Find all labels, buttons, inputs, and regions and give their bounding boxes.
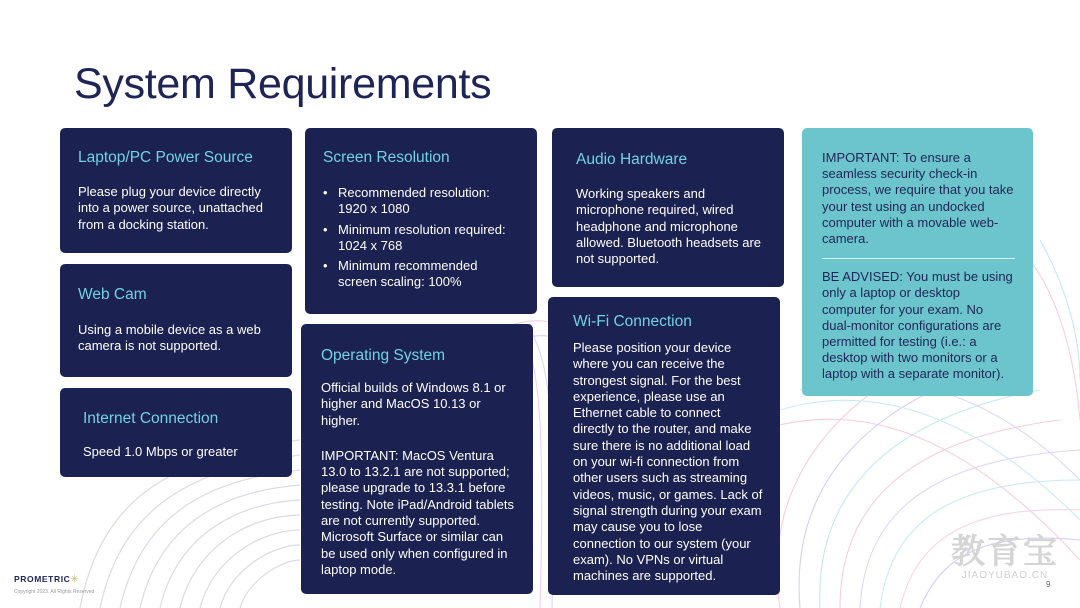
- list-item-text: Minimum recommended screen scaling: 100%: [338, 258, 478, 290]
- prometric-logo: [14, 574, 79, 585]
- card-web-cam: [60, 264, 292, 377]
- bullet-icon: •: [323, 221, 328, 237]
- bullet-icon: •: [323, 185, 328, 200]
- card-body: Using a mobile device as a web camera is not supported.: [78, 322, 261, 354]
- resolution-list: [323, 185, 519, 291]
- page-number: 9: [1046, 580, 1051, 589]
- card-body-important: IMPORTANT: MacOS Ventura 13.0 to 13.2.1 are not supported; please upgrade to 13.3.1 before testing. Note iPad/Android tablets are not currently supported. Microsoft Surface or similar can be used only when configured in laptop mode.: [321, 447, 514, 577]
- card-body: Official builds of Windows 8.1 or higher and MacOS 10.13 or higher.: [321, 380, 506, 428]
- card-body: Please plug your device directly into a power source, unattached from a docking station.: [78, 184, 264, 232]
- list-item-text: Minimum resolution required: 1024 x 768: [338, 221, 506, 253]
- divider: [822, 258, 1015, 259]
- card-heading: Wi-Fi Connection: [573, 313, 692, 330]
- card-internet-connection: [60, 388, 292, 477]
- bullet-icon: •: [323, 258, 328, 274]
- important-notice: [822, 150, 1015, 247]
- card-wifi-connection: [548, 297, 780, 595]
- card-body: Speed 1.0 Mbps or greater: [83, 444, 238, 459]
- list-item-text: Recommended resolution: 1920 x 1080: [338, 185, 490, 217]
- card-heading: Laptop/PC Power Source: [78, 149, 253, 166]
- card-audio-hardware: [552, 128, 784, 287]
- card-heading: Web Cam: [78, 286, 147, 303]
- important-label: IMPORTANT:: [822, 150, 900, 165]
- advised-text: You must be using only a laptop or desktop computer for your exam. No dual-monitor configurations are permitted for testing (i.e.: a desktop with two monitors or a laptop with a separate monitor).: [822, 269, 1013, 382]
- list-item: [323, 185, 519, 218]
- advised-notice: [822, 269, 1015, 382]
- card-heading: Operating System: [321, 347, 446, 364]
- logo-star-icon: ✳: [70, 574, 80, 585]
- logo-text: PROMETRIC: [14, 574, 71, 584]
- copyright-text: Copyright 2023. All Rights Reserved: [14, 589, 95, 595]
- important-text: To ensure a seamless security check-in process, we require that you take your test using an undocked computer with a movable web-camera.: [822, 150, 1014, 247]
- page-title: System Requirements: [74, 60, 492, 108]
- card-body: Please position your device where you can receive the strongest signal. For the best experience, please use an Ethernet cable to connect directly to the router, and make sure there is no additional load on your wi-fi connection from other users such as streaming videos, music, or games. Lack of signal strength during your exam may cause you to lose connection to our system (your exam). No VPNs or virtual machines are supported.: [573, 340, 763, 584]
- list-item: [323, 258, 519, 291]
- card-heading: Screen Resolution: [323, 149, 450, 166]
- watermark: [950, 534, 1060, 581]
- card-heading: Audio Hardware: [576, 151, 688, 168]
- card-heading: Internet Connection: [83, 410, 219, 427]
- important-notice-card: [802, 128, 1033, 396]
- card-body: Working speakers and microphone required, wired headphone and microphone allowed. Bluetooth headsets are not supported.: [576, 186, 762, 267]
- list-item: [323, 221, 519, 255]
- advised-label: BE ADVISED:: [822, 269, 903, 285]
- card-screen-resolution: [305, 128, 537, 314]
- card-operating-system: [301, 324, 533, 594]
- watermark-logo-text: 教育宝: [951, 533, 1059, 571]
- watermark-url: JIAOYUBAO.CN: [961, 570, 1049, 581]
- card-power-source: [60, 128, 292, 253]
